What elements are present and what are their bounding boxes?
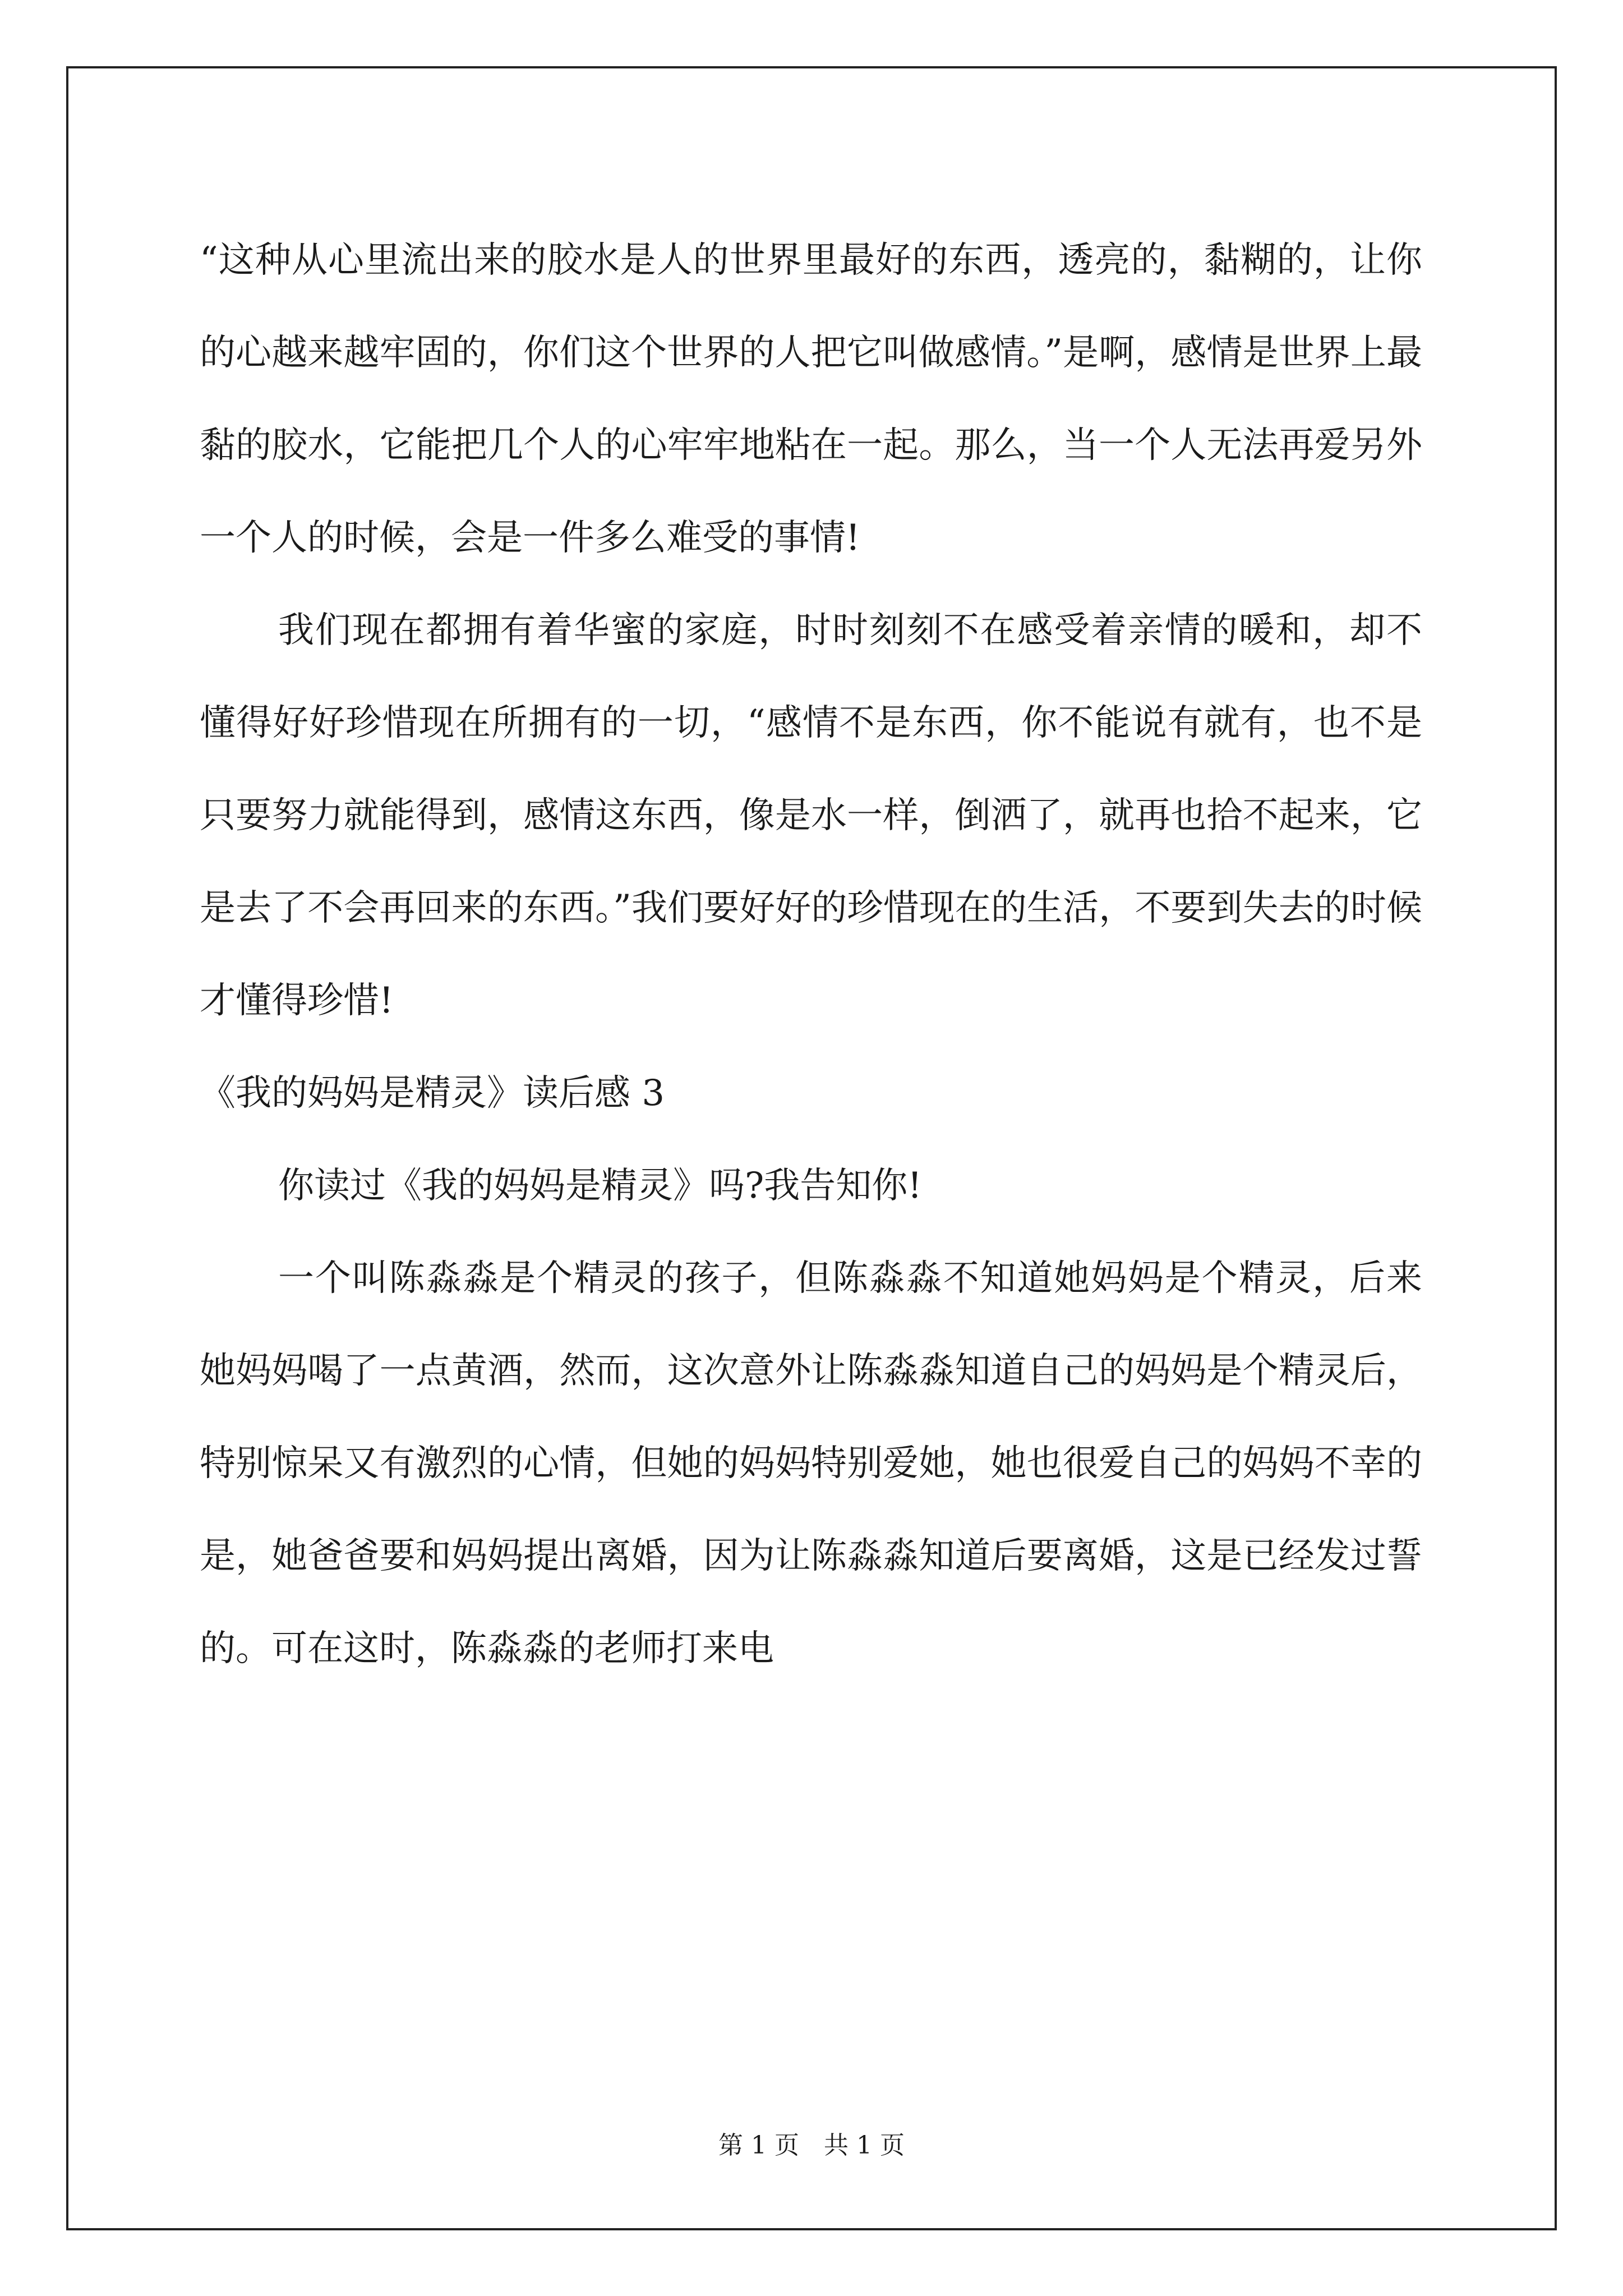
- page-footer: 第 1 页 共 1 页: [718, 2131, 905, 2160]
- paragraph-2: 我们现在都拥有着华蜜的家庭，时时刻刻不在感受着亲情的暖和，却不懂得好好珍惜现在所拥有的一切，“感情不是东西，你不能说有就有，也不是只要努力就能得到，感情这东西，像是水一样，倒洒了，就再也拾不起来，它是去了不会再回来的东西。”我们要好好的珍惜现在的生活，不要到失去的时候才懂得珍惜!: [200, 610, 1422, 1022]
- paragraph-1: “这种从心里流出来的胶水是人的世界里最好的东西，透亮的，黏糊的，让你的心越来越牢固的，你们这个世界的人把它叫做感情。”是啊，感情是世界上最黏的胶水，它能把几个人的心牢牢地粘在一起。那么，当一个人无法再爱另外一个人的时候，会是一件多么难受的事情!: [200, 240, 1422, 559]
- paragraph-4: 一个叫陈淼淼是个精灵的孩子，但陈淼淼不知道她妈妈是个精灵，后来她妈妈喝了一点黄酒，然而，这次意外让陈淼淼知道自己的妈妈是个精灵后，特别惊呆又有激烈的心情，但她的妈妈特别爱她，她也很爱自己的妈妈不幸的是，她爸爸要和妈妈提出离婚，因为让陈淼淼知道后要离婚，这是已经发过誓的。可在这时，陈淼淼的老师打来电: [200, 1258, 1422, 1669]
- document-body: [200, 214, 1422, 1695]
- paragraph-3: 你读过《我的妈妈是精灵》吗?我告知你!: [278, 1165, 923, 1207]
- section-heading: 《我的妈妈是精灵》读后感 3: [200, 1073, 665, 1114]
